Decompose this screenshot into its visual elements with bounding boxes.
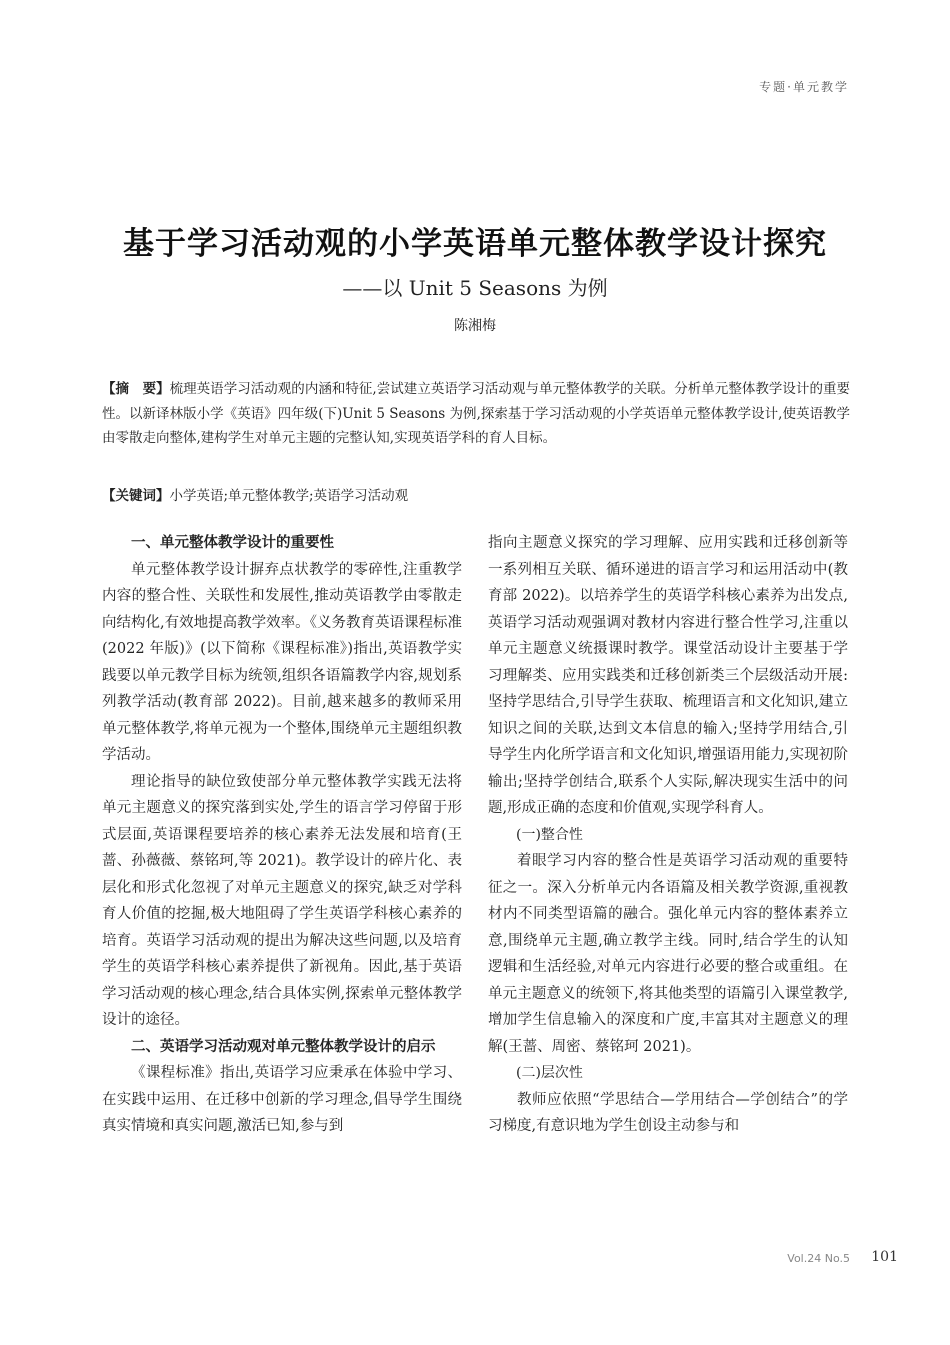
paragraph: 《课程标准》指出,英语学习应秉承在体验中学习、在实践中运用、在迁移中创新的学习理念,倡导学生围绕真实情境和真实问题,激活已知,参与到	[102, 1065, 462, 1134]
abstract	[102, 377, 850, 451]
paragraph: 着眼学习内容的整合性是英语学习活动观的重要特征之一。深入分析单元内各语篇及相关教学资源,重视教材内不同类型语篇的融合。强化单元内容的整体素养立意,围绕单元主题,确立教学主线。同时,结合学生的认知逻辑和生活经验,对单元内容进行必要的整合或重组。在单元主题意义的统领下,将其他类型的语篇引入课堂教学,增加学生信息输入的深度和广度,丰富其对主题意义的理解(王蔷、周密、蔡铭珂 2021)。	[488, 853, 848, 1055]
right-column	[488, 530, 848, 1140]
author-name: 陈湘梅	[454, 318, 496, 334]
paragraph: 指向主题意义探究的学习理解、应用实践和迁移创新等一系列相互关联、循环递进的语言学习和运用活动中(教育部 2022)。以培养学生的英语学科核心素养为出发点,英语学习活动观强调对教材内容进行整合性学习,注重以单元主题意义统摄课时教学。课堂活动设计主要基于学习理解类、应用实践类和迁移创新类三个层级活动开展:坚持学思结合,引导学生获取、梳理语言和文化知识,建立知识之间的关联,达到文本信息的输入;坚持学用结合,引导学生内化所学语言和文化知识,增强语用能力,实现初阶输出;坚持学创结合,联系个人实际,解决现实生活中的问题,形成正确的态度和价值观,实现学科育人。	[488, 535, 848, 816]
paragraph: 理论指导的缺位致使部分单元整体教学实践无法将单元主题意义的探究落到实处,学生的语言学习停留于形式层面,英语课程要培养的核心素养无法发展和培育(王蔷、孙薇薇、蔡铭珂,等 2021)。教学设计的碎片化、表层化和形式化忽视了对单元主题意义的探究,缺乏对学科育人价值的挖掘,极大地阻碍了学生英语学科核心素养的培育。英语学习活动观的提出为解决这些问题,以及培育学生的英语学科核心素养提供了新视角。因此,基于英语学习活动观的核心理念,结合具体实例,探索单元整体教学设计的途径。	[102, 773, 462, 1028]
keywords	[102, 484, 850, 508]
abstract-label: 【摘 要】	[102, 381, 170, 397]
article-title: 基于学习活动观的小学英语单元整体教学设计探究	[123, 226, 827, 262]
page-number: 101	[871, 1249, 898, 1265]
subsection-heading-2: (二)层次性	[516, 1065, 583, 1081]
section-heading-1: 一、单元整体教学设计的重要性	[131, 535, 334, 551]
volume-info: Vol.24 No.5	[787, 1252, 850, 1265]
paragraph: 单元整体教学设计摒弃点状教学的零碎性,注重教学内容的整合性、关联性和发展性,推动英语教学由零散走向结构化,有效地提高教学效率。《义务教育英语课程标准(2022 年版)》(以下简称《课程标准》)指出,英语教学实践要以单元教学目标为统领,组织各语篇教学内容,规划系列教学活动(教育部 2022)。目前,越来越多的教师采用单元整体教学,将单元视为一个整体,围绕单元主题组织教学活动。	[102, 561, 462, 763]
subsection-heading-1: (一)整合性	[516, 826, 583, 843]
paragraph: 教师应依照“学思结合—学用结合—学创结合”的学习梯度,有意识地为学生创设主动参与和	[488, 1091, 848, 1134]
article-subtitle: ——以 Unit 5 Seasons 为例	[342, 276, 608, 300]
section-heading-2: 二、英语学习活动观对单元整体教学设计的启示	[131, 1038, 436, 1055]
keywords-label: 【关键词】	[102, 488, 170, 504]
section-tag: 专题·单元教学	[759, 80, 849, 94]
left-column	[102, 530, 462, 1140]
abstract-text: 梳理英语学习活动观的内涵和特征,尝试建立英语学习活动观与单元整体教学的关联。分析单元整体教学设计的重要性。以新译林版小学《英语》四年级(下)Unit 5 Seasons 为例,探索基于学习活动观的小学英语单元整体教学设计,使英语教学由零散走向整体,建构学生对单元主题的完整认知,实现英语学科的育人目标。	[102, 381, 850, 446]
keywords-text: 小学英语;单元整体教学;英语学习活动观	[169, 488, 409, 504]
